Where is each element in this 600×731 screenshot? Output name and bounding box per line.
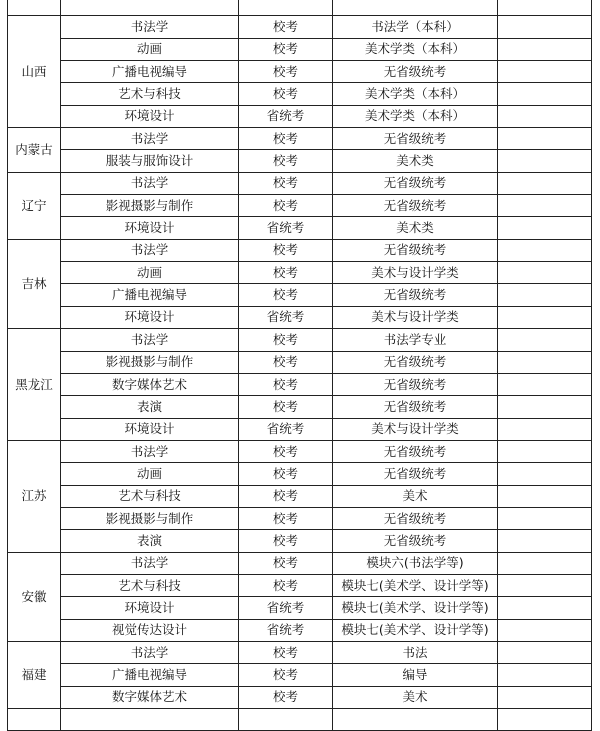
note-cell xyxy=(498,262,592,284)
exam-type-cell: 省统考 xyxy=(239,306,333,328)
cut-cell xyxy=(333,709,498,731)
category-cell: 美术与设计学类 xyxy=(333,418,498,440)
exam-type-cell: 校考 xyxy=(239,329,333,351)
exam-type-cell: 校考 xyxy=(239,664,333,686)
category-cell: 无省级统考 xyxy=(333,440,498,462)
category-cell: 美术学类（本科） xyxy=(333,38,498,60)
table-row xyxy=(8,463,592,485)
exam-type-cell: 校考 xyxy=(239,530,333,552)
category-cell: 美术 xyxy=(333,686,498,708)
table-row xyxy=(8,686,592,708)
note-cell xyxy=(498,440,592,462)
note-cell xyxy=(498,619,592,641)
exam-type-cell: 校考 xyxy=(239,686,333,708)
table-row xyxy=(8,195,592,217)
table-row xyxy=(8,373,592,395)
note-cell xyxy=(498,172,592,194)
exam-type-cell: 校考 xyxy=(239,16,333,38)
note-cell xyxy=(498,195,592,217)
note-cell xyxy=(498,150,592,172)
note-cell xyxy=(498,530,592,552)
major-cell: 书法学 xyxy=(61,641,239,663)
note-cell xyxy=(498,574,592,596)
exam-type-cell: 校考 xyxy=(239,83,333,105)
note-cell xyxy=(498,351,592,373)
table-row xyxy=(8,61,592,83)
exam-type-cell: 省统考 xyxy=(239,105,333,127)
cut-cell xyxy=(61,709,239,731)
exam-type-cell: 校考 xyxy=(239,574,333,596)
exam-type-cell: 校考 xyxy=(239,485,333,507)
category-cell: 书法学专业 xyxy=(333,329,498,351)
table-row xyxy=(8,485,592,507)
table-row xyxy=(8,396,592,418)
note-cell xyxy=(498,16,592,38)
exam-type-cell: 校考 xyxy=(239,351,333,373)
exam-type-cell: 校考 xyxy=(239,262,333,284)
note-cell xyxy=(498,641,592,663)
note-cell xyxy=(498,128,592,150)
major-cell: 动画 xyxy=(61,38,239,60)
major-cell: 书法学 xyxy=(61,239,239,261)
major-cell: 影视摄影与制作 xyxy=(61,507,239,529)
exam-type-cell: 省统考 xyxy=(239,217,333,239)
category-cell: 书法 xyxy=(333,641,498,663)
category-cell: 无省级统考 xyxy=(333,239,498,261)
exam-type-cell: 校考 xyxy=(239,61,333,83)
exam-type-cell: 校考 xyxy=(239,552,333,574)
table-row-cut xyxy=(8,709,592,731)
note-cell xyxy=(498,306,592,328)
table-row xyxy=(8,172,592,194)
table-row xyxy=(8,574,592,596)
category-cell: 美术学类（本科） xyxy=(333,105,498,127)
table-row xyxy=(8,16,592,38)
exam-type-cell: 校考 xyxy=(239,396,333,418)
table-row xyxy=(8,329,592,351)
major-cell: 广播电视编导 xyxy=(61,664,239,686)
note-cell xyxy=(498,83,592,105)
note-cell xyxy=(498,217,592,239)
note-cell xyxy=(498,485,592,507)
category-cell: 美术类 xyxy=(333,150,498,172)
note-cell xyxy=(498,329,592,351)
note-cell xyxy=(498,597,592,619)
exam-type-cell: 校考 xyxy=(239,641,333,663)
major-cell: 影视摄影与制作 xyxy=(61,351,239,373)
category-cell: 无省级统考 xyxy=(333,172,498,194)
note-cell xyxy=(498,373,592,395)
exam-type-cell: 校考 xyxy=(239,38,333,60)
table-row xyxy=(8,262,592,284)
exam-type-cell: 校考 xyxy=(239,373,333,395)
cut-cell xyxy=(333,0,498,16)
table-row xyxy=(8,530,592,552)
category-cell: 美术类 xyxy=(333,217,498,239)
major-cell: 表演 xyxy=(61,530,239,552)
major-cell: 动画 xyxy=(61,463,239,485)
exam-type-cell: 校考 xyxy=(239,239,333,261)
exam-type-cell: 校考 xyxy=(239,128,333,150)
table-row xyxy=(8,83,592,105)
category-cell: 无省级统考 xyxy=(333,396,498,418)
cut-cell xyxy=(61,0,239,16)
table-row xyxy=(8,418,592,440)
major-cell: 环境设计 xyxy=(61,217,239,239)
table-row-cut xyxy=(8,0,592,16)
category-cell: 美术与设计学类 xyxy=(333,306,498,328)
category-cell: 模块六(书法学等) xyxy=(333,552,498,574)
exam-type-cell: 校考 xyxy=(239,507,333,529)
note-cell xyxy=(498,38,592,60)
province-cell: 福建 xyxy=(8,641,61,708)
exam-type-cell: 校考 xyxy=(239,150,333,172)
province-cell: 江苏 xyxy=(8,440,61,552)
major-cell: 环境设计 xyxy=(61,105,239,127)
note-cell xyxy=(498,418,592,440)
category-cell: 无省级统考 xyxy=(333,195,498,217)
category-cell: 无省级统考 xyxy=(333,507,498,529)
major-cell: 表演 xyxy=(61,396,239,418)
province-cell: 内蒙古 xyxy=(8,128,61,173)
major-cell: 影视摄影与制作 xyxy=(61,195,239,217)
category-cell: 美术学类（本科） xyxy=(333,83,498,105)
province-cell: 安徽 xyxy=(8,552,61,641)
major-cell: 数字媒体艺术 xyxy=(61,373,239,395)
admissions-table xyxy=(7,0,591,731)
major-cell: 视觉传达设计 xyxy=(61,619,239,641)
major-cell: 广播电视编导 xyxy=(61,61,239,83)
category-cell: 美术与设计学类 xyxy=(333,262,498,284)
table-row xyxy=(8,150,592,172)
table-row xyxy=(8,217,592,239)
major-cell: 数字媒体艺术 xyxy=(61,686,239,708)
category-cell: 模块七(美术学、设计学等) xyxy=(333,574,498,596)
province-cell: 吉林 xyxy=(8,239,61,328)
province-cell: 山西 xyxy=(8,16,61,128)
exam-type-cell: 省统考 xyxy=(239,597,333,619)
category-cell: 无省级统考 xyxy=(333,284,498,306)
exam-type-cell: 省统考 xyxy=(239,619,333,641)
note-cell xyxy=(498,686,592,708)
note-cell xyxy=(498,463,592,485)
table-row xyxy=(8,306,592,328)
major-cell: 艺术与科技 xyxy=(61,83,239,105)
cut-cell xyxy=(8,0,61,16)
category-cell: 编导 xyxy=(333,664,498,686)
table-row xyxy=(8,641,592,663)
major-cell: 书法学 xyxy=(61,172,239,194)
table-row xyxy=(8,664,592,686)
major-cell: 艺术与科技 xyxy=(61,574,239,596)
major-cell: 艺术与科技 xyxy=(61,485,239,507)
note-cell xyxy=(498,507,592,529)
category-cell: 无省级统考 xyxy=(333,463,498,485)
category-cell: 无省级统考 xyxy=(333,61,498,83)
major-cell: 书法学 xyxy=(61,329,239,351)
table-row xyxy=(8,619,592,641)
category-cell: 美术 xyxy=(333,485,498,507)
note-cell xyxy=(498,552,592,574)
major-cell: 环境设计 xyxy=(61,418,239,440)
exam-type-cell: 校考 xyxy=(239,284,333,306)
major-cell: 环境设计 xyxy=(61,306,239,328)
major-cell: 书法学 xyxy=(61,552,239,574)
table-row xyxy=(8,38,592,60)
cut-cell xyxy=(239,0,333,16)
cut-cell xyxy=(498,0,592,16)
category-cell: 无省级统考 xyxy=(333,351,498,373)
category-cell: 模块七(美术学、设计学等) xyxy=(333,619,498,641)
major-cell: 动画 xyxy=(61,262,239,284)
cut-cell xyxy=(498,709,592,731)
category-cell: 无省级统考 xyxy=(333,128,498,150)
note-cell xyxy=(498,396,592,418)
table-row xyxy=(8,597,592,619)
major-cell: 书法学 xyxy=(61,128,239,150)
note-cell xyxy=(498,664,592,686)
category-cell: 模块七(美术学、设计学等) xyxy=(333,597,498,619)
table-row xyxy=(8,351,592,373)
category-cell: 书法学（本科） xyxy=(333,16,498,38)
table-row xyxy=(8,128,592,150)
cut-cell xyxy=(8,709,61,731)
exam-type-cell: 校考 xyxy=(239,463,333,485)
note-cell xyxy=(498,61,592,83)
exam-type-cell: 省统考 xyxy=(239,418,333,440)
major-cell: 书法学 xyxy=(61,16,239,38)
major-cell: 广播电视编导 xyxy=(61,284,239,306)
major-cell: 环境设计 xyxy=(61,597,239,619)
note-cell xyxy=(498,105,592,127)
table-body xyxy=(8,0,592,731)
major-cell: 服装与服饰设计 xyxy=(61,150,239,172)
province-cell: 黑龙江 xyxy=(8,329,61,441)
note-cell xyxy=(498,239,592,261)
category-cell: 无省级统考 xyxy=(333,373,498,395)
exam-type-cell: 校考 xyxy=(239,195,333,217)
table-row xyxy=(8,105,592,127)
note-cell xyxy=(498,284,592,306)
table-row xyxy=(8,284,592,306)
cut-cell xyxy=(239,709,333,731)
table-row xyxy=(8,507,592,529)
exam-type-cell: 校考 xyxy=(239,440,333,462)
exam-type-cell: 校考 xyxy=(239,172,333,194)
table-row xyxy=(8,552,592,574)
category-cell: 无省级统考 xyxy=(333,530,498,552)
table-row xyxy=(8,239,592,261)
major-cell: 书法学 xyxy=(61,440,239,462)
table-row xyxy=(8,440,592,462)
province-cell: 辽宁 xyxy=(8,172,61,239)
